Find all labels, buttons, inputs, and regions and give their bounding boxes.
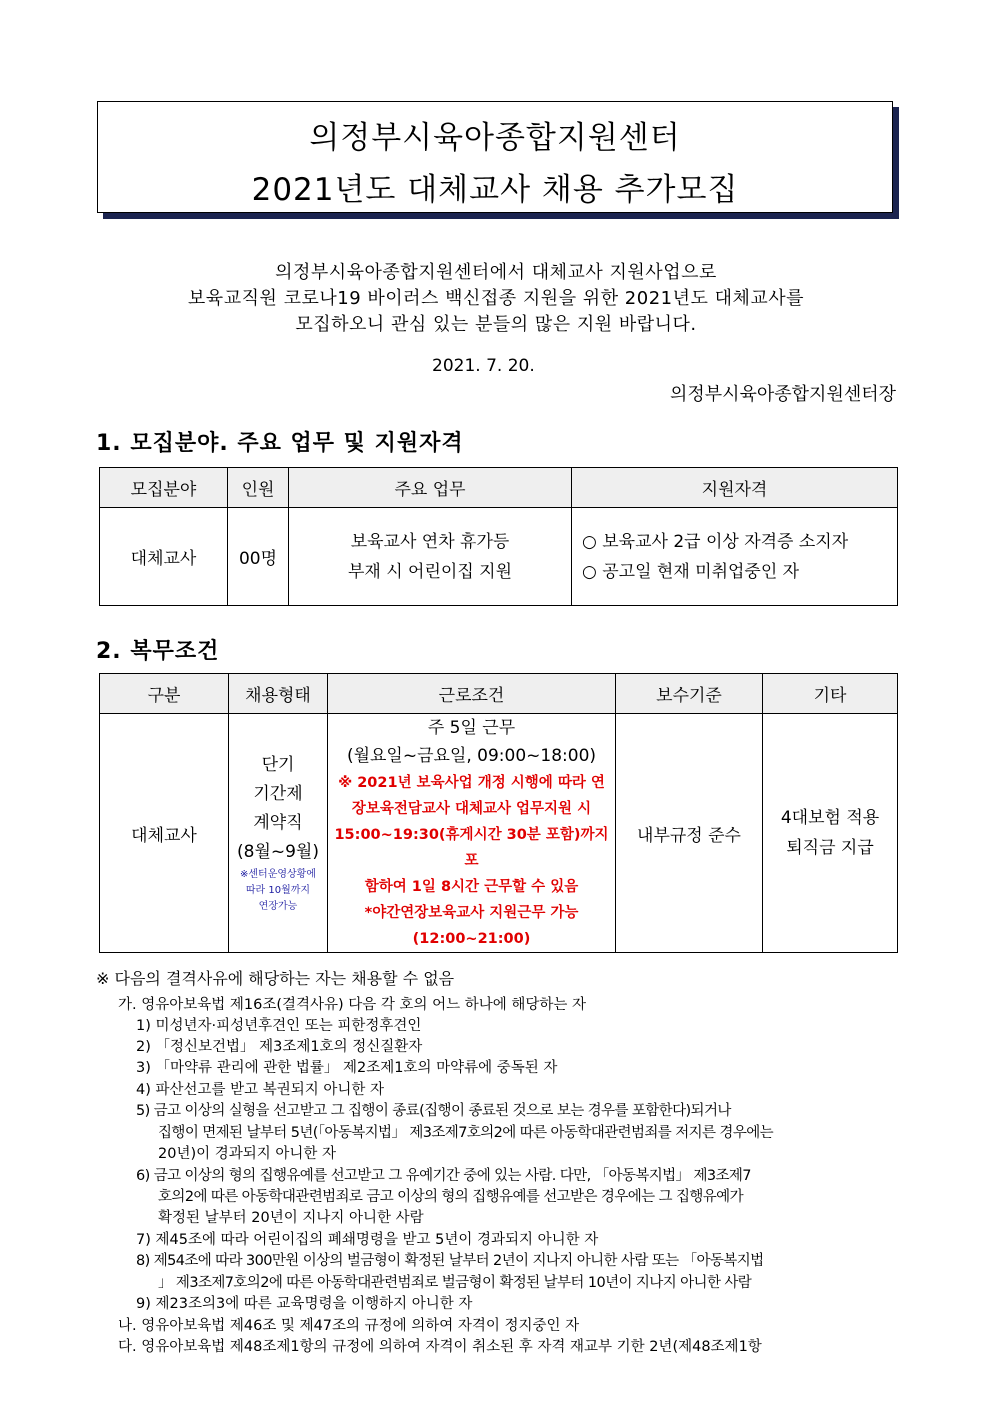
type-note-3: 연장가능	[258, 901, 298, 912]
red-line-6: (12:00~21:00)	[412, 931, 531, 947]
notice-line: 6) 금고 이상의 형의 집행유예를 선고받고 그 유예기간 중에 있는 사람. 다만, 「아동복지법」 제3조제7	[136, 1168, 751, 1184]
type-note-2: 따라 10월까지	[245, 885, 311, 896]
col-header-qualification: 지원자격	[572, 468, 898, 508]
col-header-pay: 보수기준	[616, 674, 763, 714]
cell-etc	[763, 714, 898, 953]
type-line-3: 계약직	[253, 813, 303, 833]
notice-line: 다. 영유아보육법 제48조제1항의 규정에 의하여 자격이 취소된 후 자격 재교부 기한 2년(제48조제1항	[118, 1339, 762, 1355]
duty-line-1: 보육교사 연차 휴가등	[350, 531, 510, 552]
notice-line: 20년)이 경과되지 아니한 자	[158, 1146, 337, 1162]
cell-work	[328, 714, 616, 953]
announcement-date: 2021. 7. 20.	[432, 356, 535, 376]
red-line-2: 장보육전담교사 대체교사 업무지원 시	[351, 801, 592, 817]
notice-line: 집행이 면제된 날부터 5년(「아동복지법」 제3조제7호의2에 따른 아동학대관련범죄를 저지른 경우에는	[158, 1125, 774, 1141]
red-line-3: 15:00~19:30(휴게시간 30분 포함)까지 포	[334, 827, 609, 869]
red-line-5: *야간연장보육교사 지원근무 가능	[364, 905, 579, 921]
title-line-1: 의정부시육아종합지원센터	[309, 120, 681, 156]
cell-pay: 내부규정 준수	[616, 714, 763, 953]
title-box	[97, 101, 893, 213]
title-line-2: 2021년도 대체교사 채용 추가모집	[251, 172, 739, 208]
etc-line-2: 퇴직금 지급	[786, 838, 874, 858]
intro-line-3: 모집하오니 관심 있는 분들의 많은 지원 바랍니다.	[295, 314, 697, 335]
red-line-1: ※ 2021년 보육사업 개정 시행에 따라 연	[338, 775, 605, 791]
notice-line: 4) 파산선고를 받고 복권되지 아니한 자	[136, 1082, 385, 1098]
col-header-duty: 주요 업무	[289, 468, 572, 508]
cell-duty	[289, 508, 572, 606]
col-header-category: 구분	[100, 674, 229, 714]
qualification-2: ○ 공고일 현재 미취업중인 자	[582, 561, 800, 582]
notice-line: 2) 「정신보건법」 제3조제1호의 정신질환자	[136, 1039, 423, 1055]
notice-line: 3) 「마약류 관리에 관한 법률」 제2조제1호의 마약류에 중독된 자	[136, 1060, 558, 1076]
col-header-type: 채용형태	[229, 674, 328, 714]
conditions-table	[99, 673, 898, 953]
type-line-2: 기간제	[253, 784, 303, 804]
notice-line: 」 제3조제7호의2에 따른 아동학대관련범죄로 벌금형이 확정된 날부터 10년이 지나지 아니한 사람	[158, 1275, 752, 1291]
cell-category: 대체교사	[100, 714, 229, 953]
cell-count: 00명	[228, 508, 289, 606]
notice-line: 나. 영유아보육법 제46조 및 제47조의 규정에 의하여 자격이 정지중인 자	[118, 1318, 580, 1334]
cell-field: 대체교사	[100, 508, 228, 606]
qualification-1: ○ 보육교사 2급 이상 자격증 소지자	[582, 531, 849, 552]
type-note-1: ※센터운영상황에	[240, 869, 316, 880]
intro-line-1: 의정부시육아종합지원센터에서 대체교사 지원사업으로	[275, 262, 717, 283]
section-2-heading: 2. 복무조건	[96, 639, 220, 664]
notice-line: 9) 제23조의3에 따른 교육명령을 이행하지 아니한 자	[136, 1296, 473, 1312]
cell-qualification	[572, 508, 898, 606]
notice-line: 확정된 날부터 20년이 지나지 아니한 사람	[158, 1210, 424, 1226]
type-line-1: 단기	[261, 755, 295, 775]
duty-line-2: 부재 시 어린이집 지원	[347, 561, 512, 582]
work-line-2: (월요일~금요일, 09:00~18:00)	[346, 746, 597, 766]
col-header-etc: 기타	[763, 674, 898, 714]
col-header-field: 모집분야	[100, 468, 228, 508]
notice-line: 호의2에 따른 아동학대관련범죄로 금고 이상의 형의 집행유예를 선고받은 경우에는 그 집행유예가	[158, 1189, 743, 1205]
type-line-4: (8월~9월)	[237, 842, 319, 862]
signature: 의정부시육아종합지원센터장	[669, 384, 896, 405]
cell-type	[229, 714, 328, 953]
notice-line: 5) 금고 이상의 실형을 선고받고 그 집행이 종료(집행이 종료된 것으로 보는 경우를 포함한다)되거나	[136, 1103, 731, 1119]
section-1-heading: 1. 모집분야. 주요 업무 및 지원자격	[96, 431, 464, 456]
recruit-table	[99, 467, 898, 606]
notice-line: 8) 제54조에 따라 300만원 이상의 벌금형이 확정된 날부터 2년이 지나지 아니한 사람 또는 「아동복지법	[136, 1253, 764, 1269]
notice-line: 7) 제45조에 따라 어린이집의 폐쇄명령을 받고 5년이 경과되지 아니한 자	[136, 1232, 599, 1248]
red-line-4: 함하여 1일 8시간 근무할 수 있음	[364, 879, 579, 895]
work-line-1: 주 5일 근무	[427, 718, 516, 738]
notice-heading: ※ 다음의 결격사유에 해당하는 자는 채용할 수 없음	[96, 969, 455, 988]
notice-line: 1) 미성년자·피성년후견인 또는 피한정후견인	[136, 1018, 422, 1034]
col-header-work: 근로조건	[328, 674, 616, 714]
notice-line: 가. 영유아보육법 제16조(결격사유) 다음 각 호의 어느 하나에 해당하는 자	[118, 997, 587, 1013]
etc-line-1: 4대보험 적용	[780, 808, 880, 828]
intro-line-2: 보육교직원 코로나19 바이러스 백신접종 지원을 위한 2021년도 대체교사를	[187, 288, 805, 309]
col-header-count: 인원	[228, 468, 289, 508]
